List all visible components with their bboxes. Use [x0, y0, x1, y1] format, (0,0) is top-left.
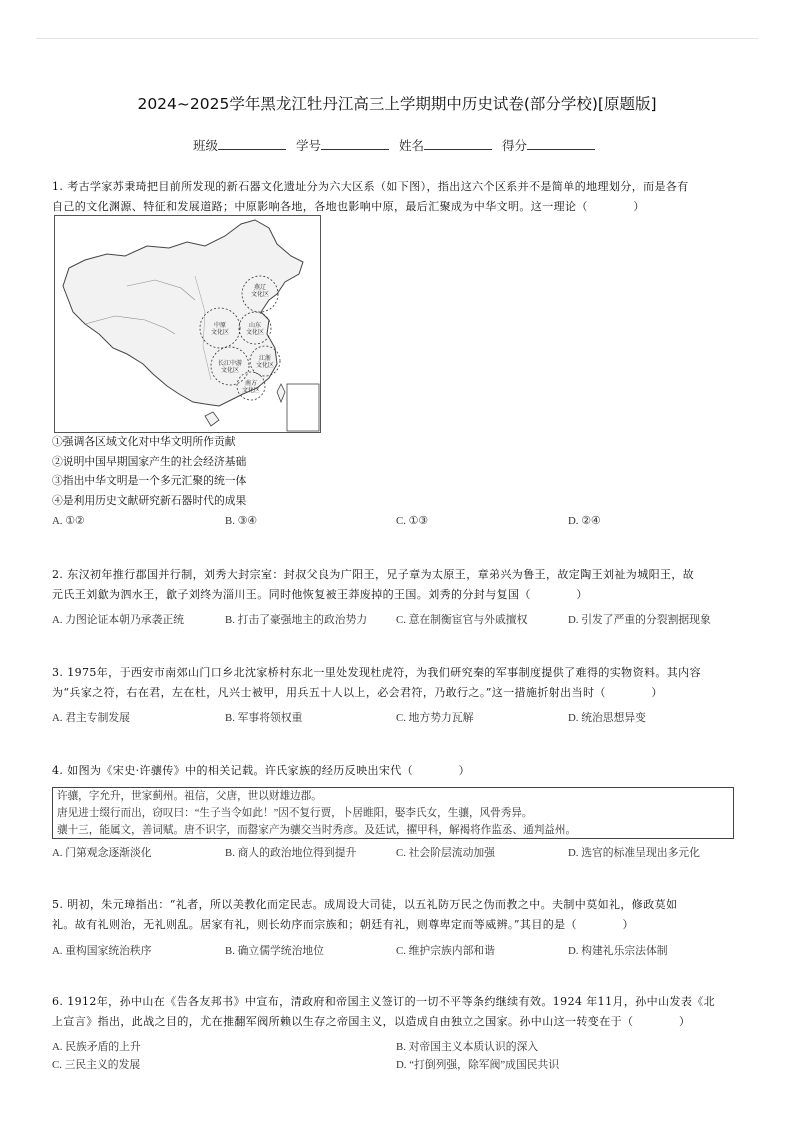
class-blank[interactable] — [218, 137, 286, 150]
question-2 — [52, 565, 742, 605]
song-history-quote-box — [52, 787, 734, 839]
question-2-line-1: 2. 东汉初年推行郡国并行制，刘秀大封宗室：封叔父良为广阳王，兄子章为太原王，章弟兴为鲁王，故定陶王刘祉为城阳王，故 — [52, 568, 695, 581]
q5-option-a[interactable]: A. 重构国家统治秩序 — [52, 945, 152, 957]
question-6 — [52, 992, 742, 1032]
question-5-line-2: 礼。故有礼则治，无礼则乱。居家有礼，则长幼序而宗族和；朝廷有礼，则尊卑定而等威辨。”其目的是（ ） — [52, 918, 634, 931]
quote-line-3: 骧十三，能属文，善词赋。唐不识字，而罄家产为骧交当时秀彦。及廷试，擢甲科，解褐将作监丞、通判益州。 — [57, 825, 577, 836]
question-6-line-2: 上宣言》指出，此战之目的，尤在推翻军阀所赖以生存之帝国主义，以造成自由独立之国家。孙中山这一转变在于（ ） — [52, 1015, 691, 1028]
name-label: 姓名 — [398, 138, 424, 153]
q1-option-c[interactable]: C. ①③ — [396, 515, 428, 527]
quote-line-2: 唐见进士缀行而出，窃叹曰：“生子当令如此！”因不复行贾，卜居睢阳，娶李氏女，生骧，风骨秀异。 — [57, 808, 533, 819]
q1-option-b[interactable]: B. ③④ — [225, 515, 257, 527]
student-info-row — [0, 136, 794, 154]
q6-option-d[interactable]: D. “打倒列强，除军阀”成国民共识 — [396, 1059, 560, 1071]
question-1 — [52, 177, 742, 217]
statement-4: ④是利用历史文献研究新石器时代的成果 — [52, 493, 247, 507]
question-1-statements — [52, 432, 246, 510]
q3-option-d[interactable]: D. 统治思想异变 — [568, 712, 646, 724]
question-3 — [52, 663, 742, 703]
q5-option-d[interactable]: D. 构建礼乐宗法体制 — [568, 945, 668, 957]
question-5 — [52, 895, 742, 935]
q4-option-d[interactable]: D. 选官的标准呈现出多元化 — [568, 847, 700, 859]
class-label: 班级 — [192, 138, 218, 153]
question-2-line-2: 元氏王刘歙为泗水王，歙子刘终为淄川王。同时他恢复被王莽废掉的王国。刘秀的分封与复国（ ） — [52, 588, 588, 601]
score-label: 得分 — [501, 138, 527, 153]
question-5-line-1: 5. 明初，朱元璋指出：“礼者，所以美教化而定民志。成周设大司徒，以五礼防万民之伪而教之中。夫制中莫如礼，修政莫如 — [52, 898, 678, 911]
q3-option-b[interactable]: B. 军事将领权重 — [225, 712, 303, 724]
question-3-line-2: 为“兵家之符，右在君，左在杜，凡兴士被甲，用兵五十人以上，必会君符，乃敢行之。”这一措施折射出当时（ ） — [52, 686, 663, 699]
q5-option-c[interactable]: C. 维护宗族内部和谐 — [396, 945, 495, 957]
page-title: 2024~2025学年黑龙江牡丹江高三上学期期中历史试卷(部分学校)[原题版] — [137, 95, 657, 113]
q2-option-a[interactable]: A. 力图论证本朝乃承袭正统 — [52, 614, 184, 626]
map-label-yangtze-middle: 长江中游文化区 — [217, 360, 243, 374]
name-blank[interactable] — [424, 137, 492, 150]
header-divider — [36, 38, 758, 39]
q5-option-b[interactable]: B. 确立儒学统治地位 — [225, 945, 324, 957]
map-label-yanliao: 燕辽文化区 — [250, 284, 270, 298]
q2-option-c[interactable]: C. 意在制衡宦官与外戚擅权 — [396, 614, 528, 626]
map-label-jiangzhe: 江浙文化区 — [255, 355, 275, 369]
q4-option-c[interactable]: C. 社会阶层流动加强 — [396, 847, 495, 859]
q4-option-b[interactable]: B. 商人的政治地位得到提升 — [225, 847, 357, 859]
number-blank[interactable] — [321, 137, 389, 150]
quote-line-1: 许骧，字允升，世家蓟州。祖信，父唐，世以财雄边郡。 — [57, 791, 322, 802]
question-1-line-1: 1. 考古学家苏秉琦把目前所发现的新石器文化遗址分为六大区系（如下图），指出这六个区系并不是简单的地理划分，而是各有 — [52, 180, 689, 193]
question-6-line-1: 6. 1912年，孙中山在《告各友邦书》中宣布，清政府和帝国主义签订的一切不平等条约继续有效。1924 年11月，孙中山发表《北 — [52, 995, 716, 1008]
question-1-line-2: 自己的文化渊源、特征和发展道路；中原影响各地，各地也影响中原，最后汇聚成为中华文明。这一理论（ ） — [52, 200, 645, 213]
q3-option-a[interactable]: A. 君主专制发展 — [52, 712, 130, 724]
q2-option-b[interactable]: B. 打击了豪强地主的政治势力 — [225, 614, 368, 626]
q4-option-a[interactable]: A. 门第观念逐渐淡化 — [52, 847, 152, 859]
question-4-line-1: 4. 如图为《宋史·许骧传》中的相关记载。许氏家族的经历反映出宋代（ ） — [52, 764, 471, 777]
statement-1: ①强调各区域文化对中华文明所作贡献 — [52, 435, 236, 448]
q6-option-b[interactable]: B. 对帝国主义本质认识的深入 — [396, 1041, 539, 1053]
statement-3: ③指出中华文明是一个多元汇聚的统一体 — [52, 474, 247, 487]
q1-option-a[interactable]: A. ①② — [52, 515, 85, 527]
neolithic-cultural-regions-map — [54, 215, 321, 433]
q1-option-d[interactable]: D. ②④ — [568, 515, 601, 527]
number-label: 学号 — [295, 138, 321, 153]
q2-option-d[interactable]: D. 引发了严重的分裂割据现象 — [568, 614, 711, 626]
map-label-shandong: 山东文化区 — [245, 322, 265, 336]
map-label-southern: 南方文化区 — [241, 380, 261, 394]
q3-option-c[interactable]: C. 地方势力瓦解 — [396, 712, 474, 724]
map-label-zhongyuan: 中原文化区 — [210, 322, 230, 336]
q6-option-a[interactable]: A. 民族矛盾的上升 — [52, 1041, 141, 1053]
question-3-line-1: 3. 1975年，于西安市南郊山门口乡北沈家桥村东北一里处发现杜虎符，为我们研究秦的军事制度提供了难得的实物资料。其内容 — [52, 666, 701, 679]
statement-2: ②说明中国早期国家产生的社会经济基础 — [52, 454, 247, 468]
question-4 — [52, 761, 742, 781]
q6-option-c[interactable]: C. 三民主义的发展 — [52, 1059, 141, 1071]
score-blank[interactable] — [527, 137, 595, 150]
